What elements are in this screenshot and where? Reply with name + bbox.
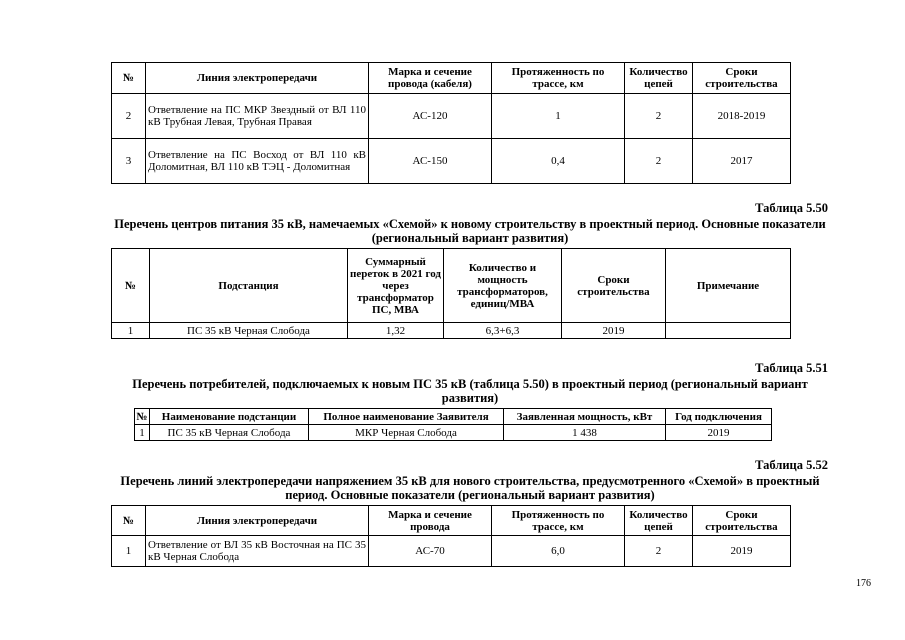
cell-substation: ПС 35 кВ Черная Слобода	[150, 425, 309, 441]
table-row	[112, 139, 791, 184]
header-line: Линия электропередачи	[146, 506, 369, 536]
substation-table	[111, 248, 791, 339]
header-substation: Наименование подстанции	[150, 409, 309, 425]
cell-line: Ответвление от ВЛ 35 кВ Восточная на ПС 35 кВ Черная Слобода	[146, 536, 369, 567]
header-year: Год подключения	[666, 409, 772, 425]
new-line-table	[111, 505, 791, 567]
header-note: Примечание	[666, 249, 791, 323]
table-550-title: Перечень центров питания 35 кВ, намечаемых «Схемой» к новому строительству в проектный период. Основные показатели (региональный вариант развития)	[114, 217, 826, 245]
cell-no: 3	[112, 139, 146, 184]
header-length: Протяженность по трассе, км	[492, 63, 625, 94]
cell-circuits: 2	[625, 94, 693, 139]
header-applicant: Полное наименование Заявителя	[309, 409, 504, 425]
header-length: Протяженность по трассе, км	[492, 506, 625, 536]
cell-no: 1	[112, 323, 150, 339]
cell-wire: АС-150	[369, 139, 492, 184]
cell-substation: ПС 35 кВ Черная Слобода	[150, 323, 348, 339]
header-wire: Марка и сечение провода	[369, 506, 492, 536]
header-terms: Сроки строительства	[693, 506, 791, 536]
header-no: №	[112, 506, 146, 536]
cell-transformers: 6,3+6,3	[444, 323, 562, 339]
header-circuits: Количество цепей	[625, 63, 693, 94]
header-power: Заявленная мощность, кВт	[504, 409, 666, 425]
cell-terms: 2019	[693, 536, 791, 567]
header-line: Линия электропередачи	[146, 63, 369, 94]
page-number: 176	[856, 578, 871, 589]
header-wire: Марка и сечение провода (кабеля)	[369, 63, 492, 94]
line-table-continued	[111, 62, 791, 184]
cell-line: Ответвление на ПС Восход от ВЛ 110 кВ Доломитная, ВЛ 110 кВ ТЭЦ - Доломитная	[146, 139, 369, 184]
cell-applicant: МКР Черная Слобода	[309, 425, 504, 441]
header-no: №	[112, 63, 146, 94]
cell-wire: АС-120	[369, 94, 492, 139]
table-header-row	[112, 249, 791, 323]
header-terms: Сроки строительства	[693, 63, 791, 94]
table-header-row	[112, 63, 791, 94]
cell-power: 1 438	[504, 425, 666, 441]
cell-no: 1	[112, 536, 146, 567]
table-551-number: Таблица 5.51	[755, 361, 828, 375]
cell-note	[666, 323, 791, 339]
cell-flow: 1,32	[348, 323, 444, 339]
cell-terms: 2017	[693, 139, 791, 184]
cell-line: Ответвление на ПС МКР Звездный от ВЛ 110 кВ Трубная Левая, Трубная Правая	[146, 94, 369, 139]
cell-wire: АС-70	[369, 536, 492, 567]
header-no: №	[136, 410, 148, 423]
table-header-row	[112, 506, 791, 536]
table-row	[112, 536, 791, 567]
table-552-title: Перечень линий электропередачи напряжением 35 кВ для нового строительства, предусмотренного «Схемой» в проектный период. Основные показатели (региональный вариант развития)	[120, 474, 820, 502]
cell-length: 0,4	[492, 139, 625, 184]
cell-no: 1	[135, 425, 150, 441]
cell-length: 1	[492, 94, 625, 139]
cell-length: 6,0	[492, 536, 625, 567]
cell-year: 2019	[666, 425, 772, 441]
header-no: №	[112, 249, 150, 323]
cell-no: 2	[112, 94, 146, 139]
cell-terms: 2019	[562, 323, 666, 339]
cell-circuits: 2	[625, 139, 693, 184]
header-substation: Подстанция	[150, 249, 348, 323]
table-header-row	[135, 409, 772, 425]
table-550-number: Таблица 5.50	[755, 201, 828, 215]
table-row	[112, 94, 791, 139]
header-flow: Суммарный переток в 2021 год через трансформатор ПС, МВА	[348, 249, 444, 323]
table-551-title: Перечень потребителей, подключаемых к новым ПС 35 кВ (таблица 5.50) в проектный период (региональный вариант развития)	[132, 377, 808, 405]
table-row	[135, 425, 772, 441]
consumer-table	[134, 408, 772, 441]
cell-terms: 2018-2019	[693, 94, 791, 139]
table-row	[112, 323, 791, 339]
cell-circuits: 2	[625, 536, 693, 567]
header-transformers: Количество и мощность трансформаторов, единиц/МВА	[444, 249, 562, 323]
header-terms: Сроки строительства	[562, 249, 666, 323]
header-circuits: Количество цепей	[625, 506, 693, 536]
table-552-number: Таблица 5.52	[755, 458, 828, 472]
